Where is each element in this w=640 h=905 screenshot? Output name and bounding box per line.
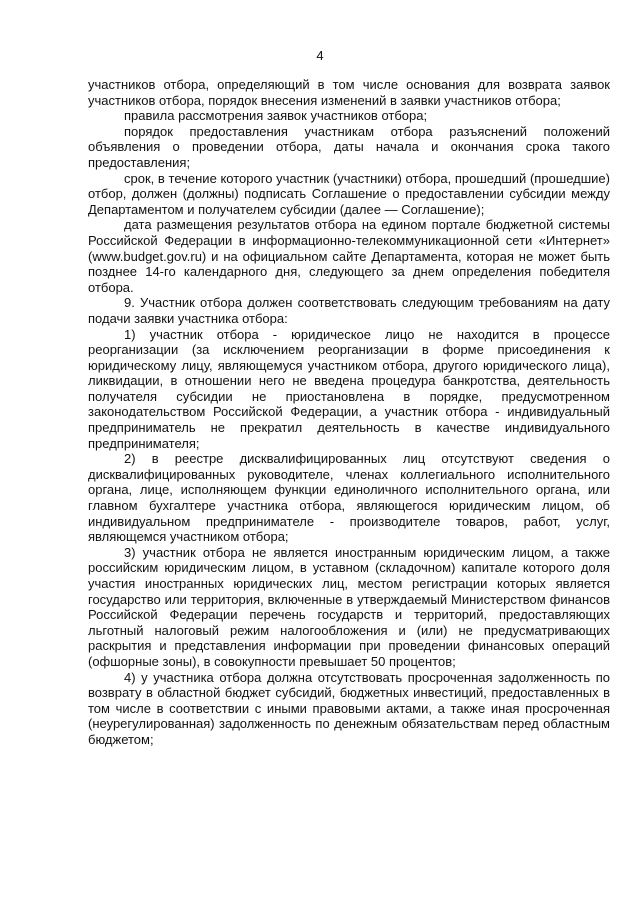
paragraph: порядок предоставления участникам отбора разъяснений положений объявления о проведении отбора, даты начала и окончания срока такого предоставления;	[88, 123, 610, 170]
requirement-item-4: 4) у участника отбора должна отсутствовать просроченная задолженность по возврату в областной бюджет субсидий, бюджетных инвестиций, предоставленных в том числе в соответствии с иными правовыми актами, а также иная просроченная (неурегулированная) задолженность по денежным обязательствам перед областным бюджетом;	[88, 669, 610, 747]
page-number: 4	[316, 48, 324, 63]
requirement-item-1: 1) участник отбора - юридическое лицо не находится в процессе реорганизации (за исключением реорганизации в форме присоединения к юридическому лицу, являющемуся участником отбора, другого юридического лица), ликвидации, в отношении него не введена процедура банкротства, деятельность получателя субсидии не приостановлена в порядке, предусмотренном законодательством Российской Федерации, а участник отбора - индивидуальный предприниматель не прекратил деятельность в качестве индивидуального предпринимателя;	[88, 326, 610, 451]
paragraph: срок, в течение которого участник (участники) отбора, прошедший (прошедшие) отбор, должен (должны) подписать Соглашение о предоставлении субсидии между Департаментом и получателем субсидии (далее — Соглашение);	[88, 170, 610, 217]
paragraph: правила рассмотрения заявок участников отбора;	[124, 108, 428, 124]
paragraph: участников отбора, определяющий в том числе основания для возврата заявок участников отбора, порядок внесения изменений в заявки участников отбора;	[88, 77, 610, 108]
document-body	[88, 77, 610, 748]
paragraph-item-9: 9. Участник отбора должен соответствовать следующим требованиям на дату подачи заявки участника отбора:	[88, 295, 610, 326]
paragraph: дата размещения результатов отбора на едином портале бюджетной системы Российской Федерации в информационно-телекоммуникационной сети «Интернет» (www.budget.gov.ru) и на официальном сайте Департамента, которая не может быть позднее 14-го календарного дня, следующего за днем определения победителя отбора.	[88, 217, 610, 295]
requirement-item-2: 2) в реестре дисквалифицированных лиц отсутствуют сведения о дисквалифицированных руководителе, членах коллегиального исполнительного органа, лице, исполняющем функции единоличного исполнительного органа, или главном бухгалтере участника отбора, являющегося юридическим лицом, об индивидуальном предпринимателе - производителе товаров, работ, услуг, являющемся участником отбора;	[88, 451, 610, 545]
requirement-item-3: 3) участник отбора не является иностранным юридическим лицом, а также российским юридическим лицом, в уставном (складочном) капитале которого доля участия иностранных юридических лиц, местом регистрации которых является государство или территория, включенные в утверждаемый Министерством финансов Российской Федерации перечень государств и территорий, предоставляющих льготный налоговый режим налогообложения и (или) не предусматривающих раскрытия и представления информации при проведении финансовых операций (офшорные зоны), в совокупности превышает 50 процентов;	[88, 544, 610, 669]
